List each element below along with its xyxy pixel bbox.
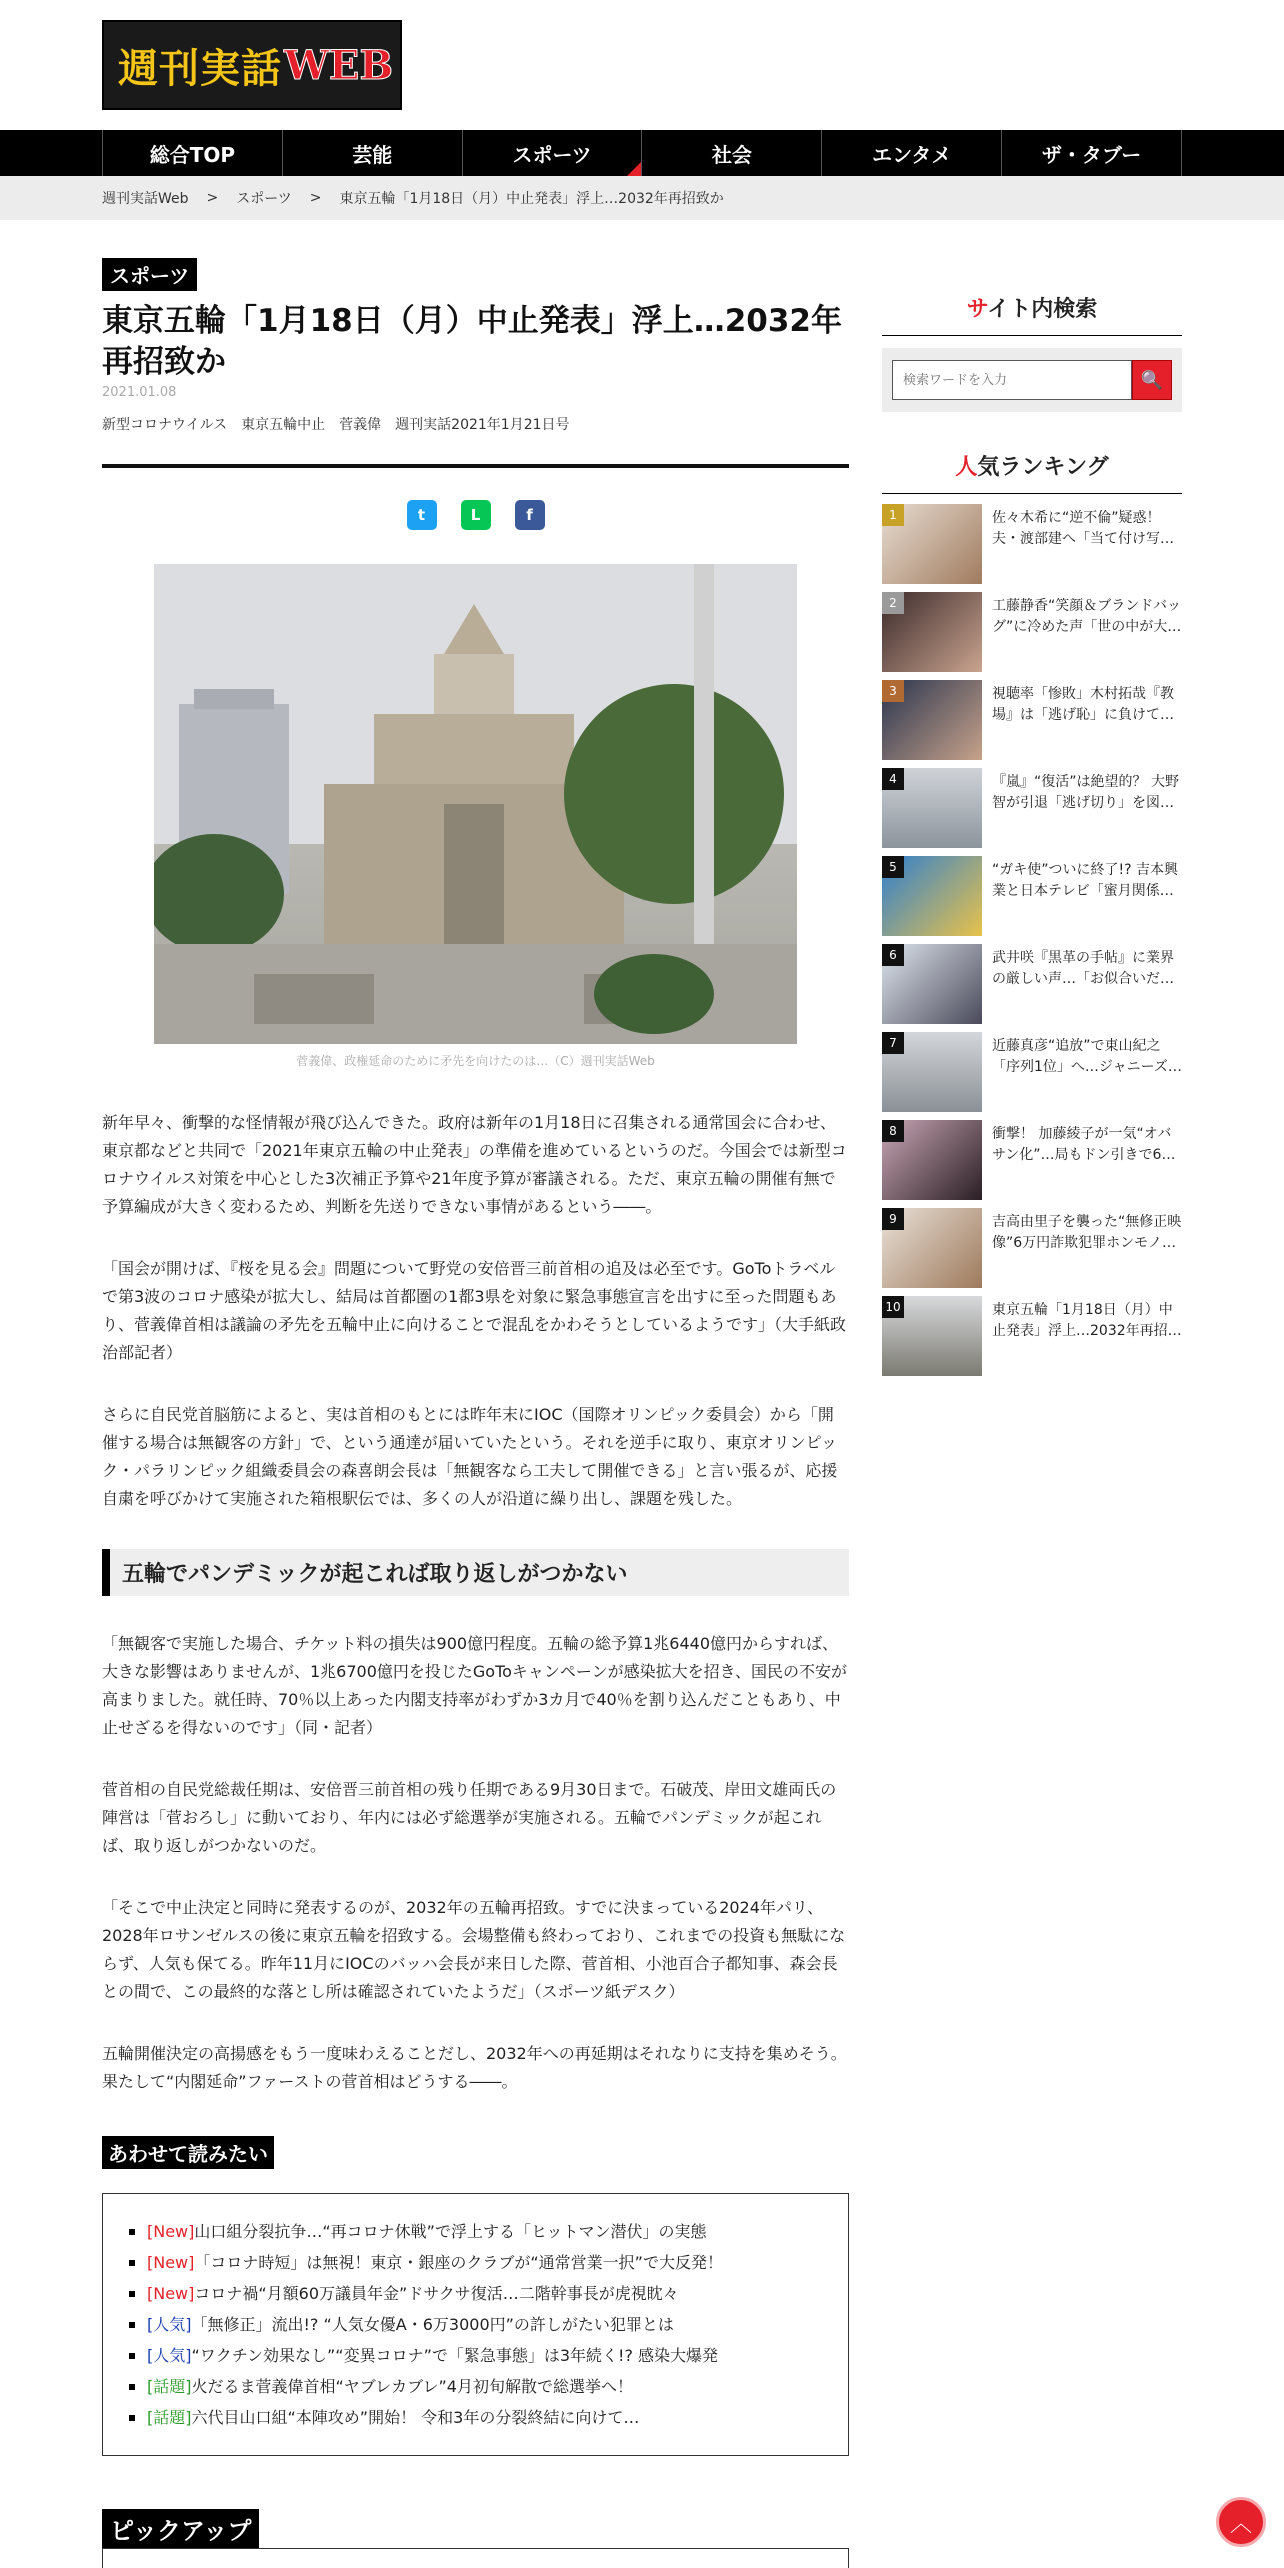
related-item[interactable] xyxy=(129,2247,824,2278)
related-item[interactable] xyxy=(129,2371,824,2402)
logo-text-web: WEB xyxy=(284,41,394,89)
ranking-item[interactable] xyxy=(882,1208,1182,1296)
breadcrumb-category[interactable]: スポーツ xyxy=(236,191,292,207)
related-badge: [New] xyxy=(147,2253,195,2272)
related-link[interactable]: “ワクチン効果なし”“変異コロナ”で「緊急事態」は3年続く!? 感染大爆発 xyxy=(191,2346,719,2365)
related-badge: [New] xyxy=(147,2222,195,2241)
ranking-thumb[interactable] xyxy=(882,1208,982,1288)
rank-number: 9 xyxy=(882,1208,904,1230)
article-date: 2021.01.08 xyxy=(102,385,177,400)
ranking-title-rest: 気ランキング xyxy=(977,455,1109,480)
related-link[interactable]: 「コロナ時短」は無視！東京・銀座のクラブが“通常営業一択”で大反発！ xyxy=(194,2253,723,2272)
category-label[interactable]: スポーツ xyxy=(102,258,197,291)
facebook-share-icon[interactable]: f xyxy=(515,500,545,530)
related-item[interactable] xyxy=(129,2216,824,2247)
search-title-accent: サ xyxy=(966,297,988,322)
search-button[interactable]: 🔍 xyxy=(1132,360,1172,400)
rank-number: 1 xyxy=(882,504,904,526)
article-title: 東京五輪「1月18日（月）中止発表」浮上…2032年再招致か xyxy=(102,303,842,380)
body-paragraph: 「無観客で実施した場合、チケット料の損失は900億円程度。五輪の総予算1兆6440億円からすれば、大きな影響はありませんが、1兆6700億円を投じたGoToキャンペーンが感染拡大を招き、国民の不安が高まりました。就任時、70％以上あった内閣支持率がわずか3カ月で40％を割り込んだこともあり、中止せざるを得ないのです」（同・記者） xyxy=(102,1634,847,1737)
divider xyxy=(102,464,849,468)
ranking-list xyxy=(882,504,1182,1384)
ranking-item[interactable] xyxy=(882,856,1182,944)
body-paragraph: 「そこで中止決定と同時に発表するのが、2032年の五輪再招致。すでに決まっている2024年パリ、2028年ロサンゼルスの後に東京五輪を招致する。会場整備も終わっており、これまでの投資も無駄にならず、人気も保てる。昨年11月にIOCのバッハ会長が来日した際、菅首相、小池百合子都知事、森会長との間で、この最終的な落とし所は確認されていたようだ」（スポーツ紙デスク） xyxy=(102,1898,846,2001)
ranking-thumb[interactable] xyxy=(882,504,982,584)
nav-item-geinou[interactable]: 芸能 xyxy=(283,130,463,176)
ranking-thumb[interactable] xyxy=(882,1032,982,1112)
ranking-title-accent: 人 xyxy=(955,455,978,480)
rank-number: 7 xyxy=(882,1032,904,1054)
rank-number: 3 xyxy=(882,680,904,702)
nav-item-sports[interactable]: スポーツ xyxy=(463,130,643,176)
breadcrumb-separator: > xyxy=(309,190,322,206)
share-buttons xyxy=(102,500,849,530)
ranking-thumb[interactable] xyxy=(882,944,982,1024)
twitter-share-icon[interactable]: t xyxy=(407,500,437,530)
rank-number: 8 xyxy=(882,1120,904,1142)
related-link[interactable]: コロナ禍“月額60万議員年金”ドサクサ復活…二階幹事長が虎視眈々 xyxy=(194,2284,679,2303)
pickup-box xyxy=(102,2548,849,2568)
ranking-item[interactable] xyxy=(882,944,1182,1032)
search-input[interactable] xyxy=(892,360,1132,400)
related-heading: あわせて読みたい xyxy=(102,2136,274,2169)
body-paragraph: 新年早々、衝撃的な怪情報が飛び込んできた。政府は新年の1月18日に召集される通常国会に合わせ、東京都などと共同で「2021年東京五輪の中止発表」の準備を進めているというのだ。今国会では新型コロナウイルス対策を中心とした3次補正予算や21年度予算が審議される。ただ、東京五輪の開催有無で予算編成が大きく変わるため、判断を先送りできない事情があるという――。 xyxy=(102,1113,847,1216)
global-nav xyxy=(0,130,1284,176)
tag-link[interactable]: 週刊実話2021年1月21日号 xyxy=(395,417,570,433)
ranking-text[interactable]: 工藤静香“笑顔＆ブランドバッグ”に冷めた声「世の中が大… xyxy=(992,598,1182,635)
ranking-text[interactable]: 視聴率「惨敗」木村拓哉『教場』は「逃げ恥」に負けて… xyxy=(992,686,1174,723)
related-link[interactable]: 「無修正」流出!? “人気女優A・6万3000円”の許しがたい犯罪とは xyxy=(191,2315,674,2334)
rank-number: 6 xyxy=(882,944,904,966)
rank-number: 5 xyxy=(882,856,904,878)
ranking-item[interactable] xyxy=(882,1120,1182,1208)
ranking-text[interactable]: 佐々木希に“逆不倫”疑惑！夫・渡部建へ「当て付け写… xyxy=(992,510,1174,547)
body-paragraph: 「国会が開けば、『桜を見る会』問題について野党の安倍晋三前首相の追及は必至です。GoToトラベルで第3波のコロナ感染が拡大し、結局は首都圏の1都3県を対象に緊急事態宣言を出すに至った問題もあり、菅義偉首相は議論の矛先を五輪中止に向けることで混乱をかわそうとしているようです」（大手紙政治部記者） xyxy=(102,1259,847,1362)
pickup-section xyxy=(102,2509,849,2568)
body-paragraph: 菅首相の自民党総裁任期は、安倍晋三前首相の残り任期である9月30日まで。石破茂、岸田文雄両氏の陣営は「菅おろし」に動いており、年内には必ず総選挙が実施される。五輪でパンデミックが起これば、取り返しがつかないのだ。 xyxy=(102,1780,837,1855)
search-title-rest: イト内検索 xyxy=(987,297,1098,322)
nav-item-entame[interactable]: エンタメ xyxy=(822,130,1002,176)
related-badge: [話題] xyxy=(147,2408,192,2427)
ranking-thumb[interactable] xyxy=(882,680,982,760)
nav-item-top[interactable]: 総合TOP xyxy=(103,130,283,176)
site-header xyxy=(0,0,1284,130)
related-item[interactable] xyxy=(129,2309,824,2340)
pickup-heading: ピックアップ xyxy=(102,2509,259,2548)
line-share-icon[interactable]: L xyxy=(461,500,491,530)
ranking-thumb[interactable] xyxy=(882,856,982,936)
ranking-item[interactable] xyxy=(882,768,1182,856)
ranking-text[interactable]: 近藤真彦“追放”で東山紀之「序列1位」へ…ジャニーズ… xyxy=(992,1038,1182,1075)
ranking-thumb[interactable] xyxy=(882,768,982,848)
ranking-text[interactable]: 東京五輪「1月18日（月）中止発表」浮上…2032年再招… xyxy=(992,1302,1182,1339)
related-badge: [人気] xyxy=(147,2346,192,2365)
related-item[interactable] xyxy=(129,2278,824,2309)
related-badge: [話題] xyxy=(147,2377,192,2396)
ranking-item[interactable] xyxy=(882,592,1182,680)
ranking-item[interactable] xyxy=(882,680,1182,768)
ranking-text[interactable]: 武井咲『黒革の手帖』に業界の厳しい声…「お似合いだ… xyxy=(992,950,1174,987)
article xyxy=(102,258,849,2456)
ranking-thumb[interactable] xyxy=(882,1120,982,1200)
related-link[interactable]: 六代目山口組“本陣攻め”開始！ 令和3年の分裂終結に向けて… xyxy=(191,2408,640,2427)
tag-link[interactable]: 新型コロナウイルス xyxy=(102,417,228,433)
search-form xyxy=(882,348,1182,412)
related-item[interactable] xyxy=(129,2402,824,2433)
tag-link[interactable]: 東京五輪中止 xyxy=(241,417,326,433)
ranking-title xyxy=(882,412,1182,494)
breadcrumb-current: 東京五輪「1月18日（月）中止発表」浮上…2032年再招致か xyxy=(339,191,724,207)
tag-link[interactable]: 菅義偉 xyxy=(339,417,382,433)
rank-number: 2 xyxy=(882,592,904,614)
ranking-text[interactable]: “ガキ使”ついに終了!? 吉本興業と日本テレビ「蜜月関係… xyxy=(992,862,1178,899)
ranking-text[interactable]: 吉高由里子を襲った“無修正映像”6万円詐欺犯罪ホンモノ… xyxy=(992,1214,1182,1251)
site-logo[interactable] xyxy=(102,20,402,110)
body-paragraph: さらに自民党首脳筋によると、実は首相のもとには昨年末にIOC（国際オリンピック委員会）から「開催する場合は無観客の方針」で、という通達が届いていたという。それを逆手に取り、東京オリンピック・パラリンピック組織委員会の森喜朗会長は「無観客なら工夫して開催できる」と言い張るが、応援自粛を呼びかけて実施された箱根駅伝では、多くの人が沿道に繰り出し、課題を残した。 xyxy=(102,1405,838,1508)
breadcrumb-separator: > xyxy=(206,190,219,206)
article-body xyxy=(102,1109,849,2096)
nav-item-shakai[interactable]: 社会 xyxy=(642,130,822,176)
tag-list xyxy=(102,414,849,434)
rank-number: 10 xyxy=(882,1296,904,1318)
related-item[interactable] xyxy=(129,2340,824,2371)
ranking-item[interactable] xyxy=(882,1296,1182,1384)
ranking-thumb[interactable] xyxy=(882,1296,982,1376)
ranking-text[interactable]: 『嵐』“復活”は絶望的？ 大野智が引退「逃げ切り」を図… xyxy=(992,774,1179,811)
nav-item-taboo[interactable]: ザ・タブー xyxy=(1002,130,1182,176)
section-heading: 五輪でパンデミックが起これば取り返しがつかない xyxy=(102,1549,849,1596)
breadcrumb xyxy=(0,176,1284,220)
breadcrumb-home[interactable]: 週刊実話Web xyxy=(102,191,189,207)
ranking-text[interactable]: 衝撃！ 加藤綾子が一気“オバサン化”…局もドン引きで6… xyxy=(992,1126,1176,1163)
ranking-item[interactable] xyxy=(882,1032,1182,1120)
photo-caption: 菅義偉、政権延命のために矛先を向けたのは…（C）週刊実話Web xyxy=(296,1054,655,1068)
related-badge: [人気] xyxy=(147,2315,192,2334)
ranking-thumb[interactable] xyxy=(882,592,982,672)
logo-text-main: 週刊実話 xyxy=(118,45,282,92)
related-link[interactable]: 火だるま菅義偉首相“ヤブレカブレ”4月初旬解散で総選挙へ！ xyxy=(191,2377,633,2396)
body-paragraph: 五輪開催決定の高揚感をもう一度味わえることだし、2032年への再延期はそれなりに支持を集めそう。果たして“内閣延命”ファーストの菅首相はどうする――。 xyxy=(102,2044,847,2091)
ranking-item[interactable] xyxy=(882,504,1182,592)
related-badge: [New] xyxy=(147,2284,195,2303)
search-title xyxy=(882,258,1182,336)
article-photo xyxy=(154,564,797,1044)
rank-number: 4 xyxy=(882,768,904,790)
related-link[interactable]: 山口組分裂抗争…“再コロナ休戦”で浮上する「ヒットマン潜伏」の実態 xyxy=(194,2222,707,2241)
related-list xyxy=(102,2193,849,2456)
sidebar xyxy=(882,258,1182,1384)
scroll-top-button[interactable]: ︿ xyxy=(1216,2497,1266,2547)
